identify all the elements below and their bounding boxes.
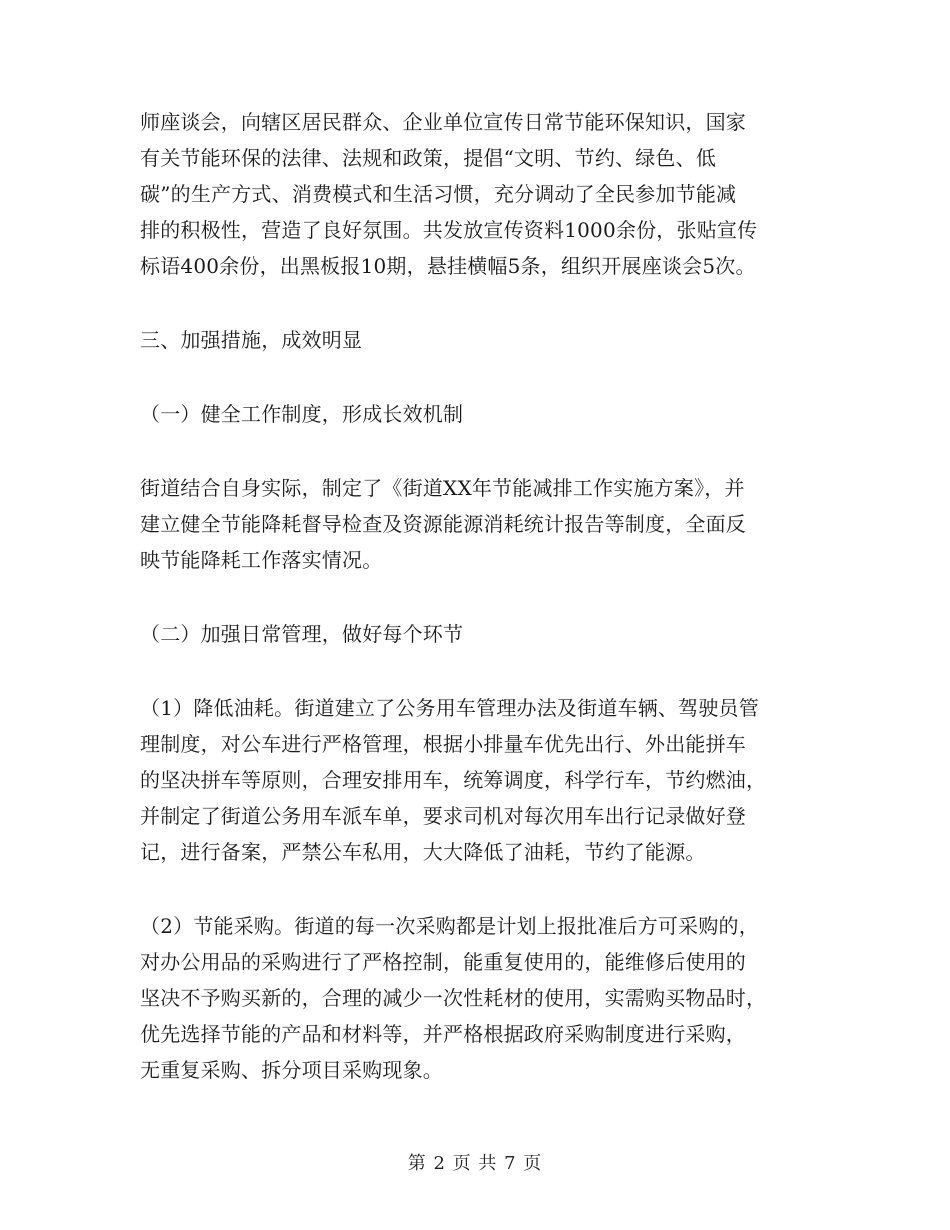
paragraph-gap — [140, 870, 820, 908]
section-heading — [140, 322, 820, 358]
text-line: 并制定了街道公务用车派车单，要求司机对每次用车出行记录做好登 — [140, 804, 746, 828]
text-line: 街道结合自身实际，制定了《街道XX年节能减排工作实施方案》，并 — [140, 476, 745, 500]
text-line: 碳”的生产方式、消费模式和生活习惯，充分调动了全民参加节能减 — [140, 182, 737, 206]
subsection-heading-2 — [140, 616, 820, 652]
page-number-footer: 第 2 页 共 7 页 — [407, 1153, 543, 1174]
text-line: 理制度，对公车进行严格管理，根据小排量车优先出行、外出能拼车 — [140, 732, 746, 756]
heading-line: （二）加强日常管理，做好每个环节 — [140, 622, 464, 646]
paragraph-gap — [140, 432, 820, 470]
paragraph-gap — [140, 358, 820, 396]
heading-line: （一）健全工作制度，形成长效机制 — [140, 402, 464, 426]
text-line: 对办公用品的采购进行了严格控制，能重复使用的，能维修后使用的 — [140, 950, 746, 974]
text-line: 记，进行备案，严禁公车私用，大大降低了油耗，节约了能源。 — [140, 840, 706, 864]
text-line: 建立健全节能降耗督导检查及资源能源消耗统计报告等制度，全面反 — [140, 512, 746, 536]
text-line: 优先选择节能的产品和材料等，并严格根据政府采购制度进行采购， — [140, 1022, 746, 1046]
text-line: 映节能降耗工作落实情况。 — [140, 548, 383, 572]
text-line: 标语400余份，出黑板报10期，悬挂横幅5条，组织开展座谈会5次。 — [140, 254, 756, 278]
paragraph-procurement — [140, 908, 820, 1088]
document-body — [140, 104, 820, 1088]
text-line: 师座谈会，向辖区居民群众、企业单位宣传日常节能环保知识，国家 — [140, 110, 746, 134]
heading-line: 三、加强措施，成效明显 — [140, 328, 363, 352]
paragraph-gap — [140, 578, 820, 616]
text-line: 排的积极性，营造了良好氛围。共发放宣传资料1000余份，张贴宣传 — [140, 218, 758, 242]
paragraph-publicity — [140, 104, 820, 284]
paragraph-fuel — [140, 690, 820, 870]
text-line: 无重复采购、拆分项目采购现象。 — [140, 1058, 443, 1082]
text-line: （1）降低油耗。街道建立了公务用车管理办法及街道车辆、驾驶员管 — [140, 696, 759, 720]
subsection-heading-1 — [140, 396, 820, 432]
paragraph-gap — [140, 652, 820, 690]
text-line: 的坚决拼车等原则，合理安排用车，统筹调度，科学行车，节约燃油， — [140, 768, 767, 792]
text-line: 坚决不予购买新的，合理的减少一次性耗材的使用，实需购买物品时， — [140, 986, 767, 1010]
text-line: （2）节能采购。街道的每一次采购都是计划上报批准后方可采购的， — [140, 914, 759, 938]
paragraph-system — [140, 470, 820, 578]
paragraph-gap — [140, 284, 820, 322]
text-line: 有关节能环保的法律、法规和政策，提倡“文明、节约、绿色、低 — [140, 146, 717, 170]
